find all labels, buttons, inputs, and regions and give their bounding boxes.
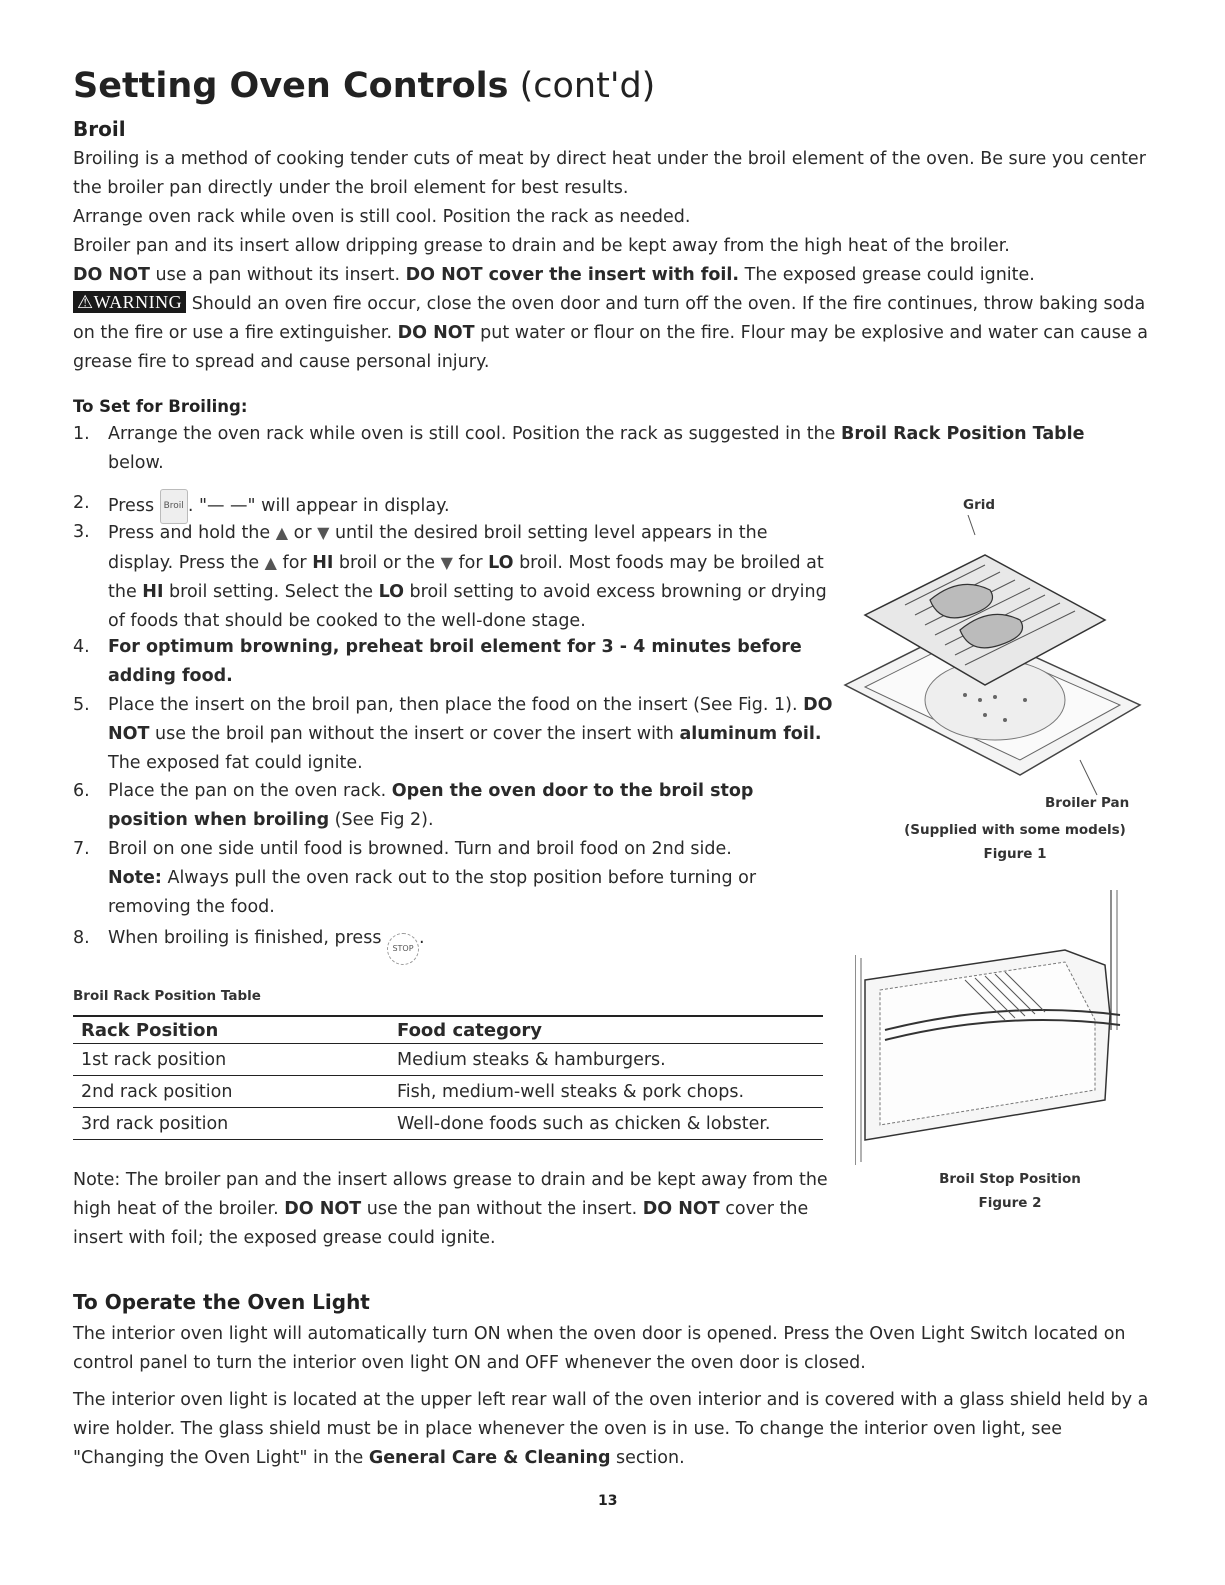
step-8-num: 8. bbox=[73, 928, 90, 948]
step-3-lo-2: LO bbox=[378, 582, 404, 602]
step-7-num: 7. bbox=[73, 839, 90, 859]
broiler-pan-illustration bbox=[835, 515, 1155, 805]
down-arrow-icon: ▼ bbox=[317, 523, 330, 542]
donot-text-1: use a pan without its insert. bbox=[149, 265, 406, 285]
step-5-donot: DO NOT bbox=[108, 695, 833, 744]
step-4-text: For optimum browning, preheat broil element for 3 - 4 minutes before adding food. bbox=[108, 637, 802, 686]
oven-light-para2 bbox=[73, 1386, 1153, 1473]
step-2-text-a: Press bbox=[108, 496, 160, 516]
step-6-emph: Open the oven door to the broil stop position when broiling bbox=[108, 781, 754, 830]
page-title-main: Setting Oven Controls bbox=[73, 66, 509, 106]
step-5-text-c: use the broil pan without the insert or cover the insert with bbox=[149, 724, 680, 744]
table-header-rack: Rack Position bbox=[73, 1016, 389, 1044]
step-1-table-ref: Broil Rack Position Table bbox=[840, 424, 1085, 444]
broil-heading: Broil bbox=[73, 117, 126, 141]
step-3-text-d: for bbox=[276, 553, 313, 573]
step-7-text-c: Always pull the oven rack out to the stop position before turning or removing the food. bbox=[108, 868, 757, 917]
donot-emph-1: DO NOT bbox=[73, 265, 150, 285]
figure-1-caption: Figure 1 bbox=[983, 846, 1047, 862]
up-arrow-icon: ▲ bbox=[275, 523, 289, 542]
table-header-row bbox=[73, 1016, 823, 1044]
warning-badge: ⚠WARNING bbox=[73, 291, 186, 313]
step-5 bbox=[73, 691, 833, 778]
page-title bbox=[73, 66, 655, 106]
broiler-pan-label: Broiler Pan bbox=[1045, 795, 1130, 811]
step-8 bbox=[73, 924, 833, 965]
oven-light-para1: The interior oven light will automatically turn ON when the oven door is opened. Press the Oven Light Switch located on control panel to turn the interior oven light ON and OFF whenever the oven door is closed. bbox=[73, 1324, 1126, 1373]
step-1-num: 1. bbox=[73, 424, 90, 444]
step-7 bbox=[73, 835, 833, 922]
table-cell: Well-done foods such as chicken & lobster. bbox=[389, 1108, 823, 1140]
step-3-hi: HI bbox=[312, 553, 334, 573]
oven-light-text-c: section. bbox=[610, 1448, 685, 1468]
step-6 bbox=[73, 777, 833, 835]
note-text-a: Note: The broiler pan and the insert allows grease to drain and be kept away from the high heat of the broiler. bbox=[73, 1170, 828, 1219]
rack-table-caption: Broil Rack Position Table bbox=[73, 988, 261, 1004]
broil-para1: Broiling is a method of cooking tender cuts of meat by direct heat under the broil element of the oven. Be sure you center the broiler pan directly under the broil element for best results. bbox=[73, 149, 1146, 198]
page-number: 13 bbox=[598, 1493, 618, 1509]
step-1-text-c: below. bbox=[108, 453, 164, 473]
step-3-text-a: Press and hold the bbox=[108, 523, 276, 543]
broil-para3: Broiler pan and its insert allow dripping grease to drain and be kept away from the high heat of the broiler. bbox=[73, 236, 1010, 256]
table-row bbox=[73, 1076, 823, 1108]
oven-light-heading: To Operate the Oven Light bbox=[73, 1290, 370, 1314]
oven-door-illustration bbox=[855, 890, 1135, 1170]
set-broil-heading: To Set for Broiling: bbox=[73, 397, 248, 416]
step-4-num: 4. bbox=[73, 637, 90, 657]
step-8-text-b: . bbox=[419, 928, 425, 948]
step-3-text-b: or bbox=[288, 523, 318, 543]
step-7-note-label: Note: bbox=[108, 868, 162, 888]
step-3-num: 3. bbox=[73, 522, 90, 542]
rack-position-table bbox=[73, 1015, 823, 1140]
step-3 bbox=[73, 518, 833, 636]
step-3-hi-2: HI bbox=[142, 582, 164, 602]
step-5-foil: aluminum foil. bbox=[679, 724, 822, 744]
step-3-lo: LO bbox=[488, 553, 514, 573]
donot-text-2: The exposed grease could ignite. bbox=[739, 265, 1035, 285]
table-row bbox=[73, 1108, 823, 1140]
broil-donot bbox=[73, 261, 1153, 290]
note-text-e: cover the insert with foil; the exposed grease could ignite. bbox=[73, 1199, 809, 1248]
broil-button-icon: Broil bbox=[160, 489, 188, 524]
broil-intro bbox=[73, 145, 1153, 377]
step-5-text-e: The exposed fat could ignite. bbox=[108, 753, 363, 773]
note-donot-2: DO NOT bbox=[642, 1199, 720, 1219]
donot-emph-2: DO NOT cover the insert with foil. bbox=[405, 265, 740, 285]
general-care-ref: General Care & Cleaning bbox=[368, 1448, 611, 1468]
step-3-text-e: broil or the bbox=[333, 553, 441, 573]
step-6-text-c: (See Fig 2). bbox=[329, 810, 434, 830]
step-3-text-g: broil. Most foods may be broiled at the bbox=[108, 553, 824, 602]
broil-note bbox=[73, 1166, 833, 1253]
table-header-food: Food category bbox=[389, 1016, 823, 1044]
step-6-text-a: Place the pan on the oven rack. bbox=[108, 781, 392, 801]
table-cell: 3rd rack position bbox=[73, 1108, 389, 1140]
step-1 bbox=[73, 420, 1133, 478]
step-4 bbox=[73, 633, 833, 691]
broil-stop-label: Broil Stop Position bbox=[939, 1171, 1081, 1187]
note-text-c: use the pan without the insert. bbox=[361, 1199, 643, 1219]
step-6-num: 6. bbox=[73, 781, 90, 801]
table-cell: 1st rack position bbox=[73, 1044, 389, 1076]
down-arrow-icon: ▼ bbox=[440, 553, 453, 572]
warning-emph: DO NOT bbox=[397, 323, 475, 343]
table-cell: 2nd rack position bbox=[73, 1076, 389, 1108]
figure-2-caption: Figure 2 bbox=[978, 1195, 1042, 1211]
broil-para2: Arrange oven rack while oven is still cool. Position the rack as needed. bbox=[73, 207, 691, 227]
figure-2 bbox=[855, 890, 1135, 1220]
stop-button-icon: STOP bbox=[387, 933, 419, 965]
warning-text-c: put water or flour on the fire. Flour may be explosive and water can cause a grease fire to spread and cause personal injury. bbox=[73, 323, 1148, 372]
table-row bbox=[73, 1044, 823, 1076]
step-5-text-a: Place the insert on the broil pan, then place the food on the insert (See Fig. 1). bbox=[108, 695, 804, 715]
table-cell: Fish, medium-well steaks & pork chops. bbox=[389, 1076, 823, 1108]
step-1-text-a: Arrange the oven rack while oven is still cool. Position the rack as suggested in the bbox=[108, 424, 841, 444]
note-donot-1: DO NOT bbox=[284, 1199, 362, 1219]
step-3-text-i: broil setting to avoid excess browning or drying of foods that should be cooked to the well-done stage. bbox=[108, 582, 827, 631]
grid-label: Grid bbox=[963, 497, 996, 513]
step-3-text-h: broil setting. Select the bbox=[163, 582, 379, 602]
broil-warning bbox=[73, 290, 1153, 377]
figure-1 bbox=[835, 490, 1155, 875]
warning-text-a: Should an oven fire occur, close the oven door and turn off the oven. If the fire continues, throw baking soda on the fire or use a fire extinguisher. bbox=[73, 294, 1146, 343]
step-2-num: 2. bbox=[73, 493, 90, 513]
up-arrow-icon: ▲ bbox=[264, 553, 277, 572]
step-3-text-f: for bbox=[452, 553, 489, 573]
page-title-suffix: (cont'd) bbox=[508, 66, 656, 106]
step-7-text-a: Broil on one side until food is browned. Turn and broil food on 2nd side. bbox=[108, 839, 732, 859]
step-5-num: 5. bbox=[73, 695, 90, 715]
table-cell: Medium steaks & hamburgers. bbox=[389, 1044, 823, 1076]
oven-light-text-a: The interior oven light is located at the upper left rear wall of the oven interior and is covered with a glass shield held by a wire holder. The glass shield must be in place whenever the oven is in use. To change the interior oven light, see "Changing the Oven Light" in the bbox=[73, 1390, 1149, 1468]
step-8-text-a: When broiling is finished, press bbox=[108, 928, 388, 948]
step-3-text-c: until the desired broil setting level appears in the display. Press the bbox=[108, 523, 768, 573]
supplied-note: (Supplied with some models) bbox=[904, 822, 1126, 838]
step-2-text-b: . "— —" will appear in display. bbox=[187, 496, 450, 516]
